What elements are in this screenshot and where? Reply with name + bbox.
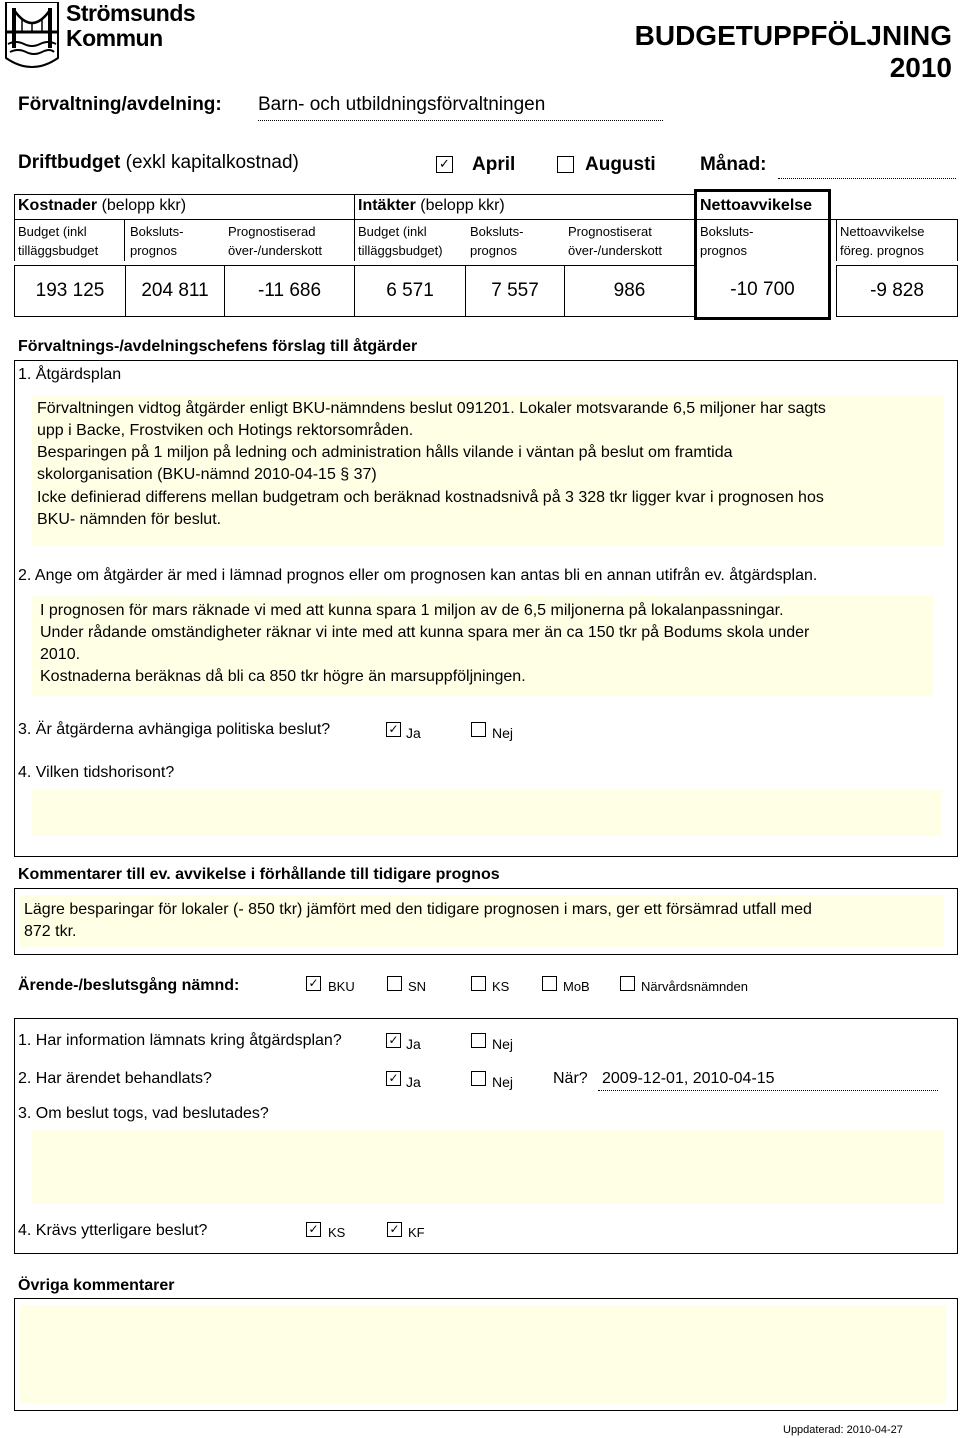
kommentarer-line-2: 872 tkr.: [24, 923, 77, 940]
arende-q2-label: 2. Har ärendet behandlats?: [18, 1070, 212, 1087]
checkbox-arende-q4-kf[interactable]: ✓: [387, 1222, 402, 1237]
checkbox-arende-q4-ks[interactable]: ✓: [306, 1222, 321, 1237]
intakter-heading: Intäkter (belopp kkr): [358, 197, 505, 214]
nettoavvikelse-heading: Nettoavvikelse: [700, 197, 813, 214]
period-augusti-label: Augusti: [585, 154, 656, 175]
arende-nar-field[interactable]: 2009-12-01, 2010-04-15: [598, 1070, 938, 1091]
q1-line-6: BKU- nämnden för beslut.: [37, 511, 222, 528]
arende-q4-kf-label: KF: [408, 1225, 425, 1240]
logo-text-2: Kommun: [66, 25, 163, 51]
arende-q2-ja-label: Ja: [406, 1074, 421, 1090]
option-sn-label: SN: [408, 979, 427, 994]
kommentarer-heading: Kommentarer till ev. avvikelse i förhållande till tidigare prognos: [18, 866, 500, 883]
driftbudget-label: Driftbudget: [18, 152, 121, 173]
forslag-heading: Förvaltnings-/avdelningschefens förslag till åtgärder: [18, 338, 418, 355]
arende-q4-label: 4. Krävs ytterligare beslut?: [18, 1222, 208, 1239]
col-header-5: Boksluts- prognos: [470, 224, 524, 258]
option-mob-label: MoB: [563, 979, 590, 994]
ovriga-heading: Övriga kommentarer: [18, 1277, 175, 1294]
checkbox-ks[interactable]: [471, 976, 486, 991]
logo-bridge-icon: [4, 2, 60, 76]
col-header-3: Prognostiserad över-/underskott: [228, 224, 322, 258]
value-budget-intakter[interactable]: 6 571: [354, 265, 466, 317]
option-ks-label: KS: [492, 979, 510, 994]
logo: [4, 2, 60, 76]
period-april-label: April: [472, 154, 516, 175]
q1-line-5: Icke definierad differens mellan budgetram och beräknad kostnadsnivå på 3 328 tkr ligger kvar i prognosen hos: [37, 489, 824, 506]
q1-line-2: upp i Backe, Frostviken och Hotings rektorsområden.: [37, 422, 414, 439]
kommentarer-line-1: Lägre besparingar för lokaler (- 850 tkr) jämfört med den tidigare prognosen i mars, ger ett försämrad utfall med: [24, 901, 812, 918]
ovriga-field[interactable]: [20, 1305, 946, 1403]
checkbox-april[interactable]: ✓: [436, 156, 453, 173]
arende-q1-ja-label: Ja: [406, 1036, 421, 1052]
value-over-under-intakter[interactable]: 986: [564, 265, 695, 317]
arende-q4-ks-label: KS: [328, 1225, 346, 1240]
updated-stamp: Uppdaterad: 2010-04-27: [783, 1424, 903, 1436]
month-field[interactable]: [778, 160, 956, 179]
option-bku-label: BKU: [328, 979, 355, 994]
q1-line-4: skolorganisation (BKU-nämnd 2010-04-15 § 37): [37, 466, 377, 483]
checkbox-narvardsnamnden[interactable]: [620, 976, 635, 991]
q1-label: 1. Åtgärdsplan: [18, 366, 122, 383]
q3-nej-label: Nej: [492, 725, 514, 741]
col-header-1: Budget (inkl tilläggsbudget: [18, 224, 99, 258]
col-header-8: Nettoavvikelse föreg. prognos: [840, 224, 925, 258]
value-prognos-intakter[interactable]: 7 557: [465, 265, 565, 317]
forvaltning-label: Förvaltning/avdelning:: [18, 94, 222, 115]
value-nettoavvikelse-foreg[interactable]: -9 828: [836, 265, 958, 317]
q2-line-2: Under rådande omständigheter räknar vi inte med att kunna spara mer än ca 150 tkr på Bodums skola under: [40, 624, 810, 641]
q2-line-3: 2010.: [40, 646, 81, 663]
document-year: 2010: [889, 52, 952, 83]
checkbox-q3-ja[interactable]: ✓: [386, 722, 401, 737]
arende-q3-label: 3. Om beslut togs, vad beslutades?: [18, 1105, 269, 1122]
arende-heading: Ärende-/beslutsgång nämnd:: [18, 977, 240, 994]
q2-line-4: Kostnaderna beräknas då bli ca 850 tkr högre än marsuppföljningen.: [40, 668, 526, 685]
value-nettoavvikelse[interactable]: -10 700: [730, 279, 795, 300]
q3-label: 3. Är åtgärderna avhängiga politiska beslut?: [18, 721, 331, 738]
option-narvardsnamnden-label: Närvårdsnämnden: [641, 979, 748, 994]
kostnader-heading: Kostnader (belopp kkr): [18, 197, 187, 214]
q3-ja-label: Ja: [406, 725, 421, 741]
checkbox-arende-q2-ja[interactable]: ✓: [386, 1071, 401, 1086]
arende-q2-nej-label: Nej: [492, 1074, 514, 1090]
checkbox-augusti[interactable]: [557, 156, 574, 173]
value-over-under-kostnader[interactable]: -11 686: [224, 265, 355, 317]
arende-q1-nej-label: Nej: [492, 1036, 514, 1052]
checkbox-arende-q2-nej[interactable]: [471, 1071, 486, 1086]
driftbudget-sub: (exkl kapitalkostnad): [125, 152, 299, 173]
col-header-2: Boksluts- prognos: [130, 224, 184, 258]
checkbox-bku[interactable]: ✓: [306, 976, 321, 991]
q1-line-3: Besparingen på 1 miljon på ledning och administration hålls vilande i väntan på beslut om framtida: [37, 444, 733, 461]
q1-line-1: Förvaltningen vidtog åtgärder enligt BKU-nämndens beslut 091201. Lokaler motsvarande 6,5 miljoner har sagts: [37, 400, 826, 417]
document-title: BUDGETUPPFÖLJNING: [634, 20, 952, 51]
logo-text-1: Strömsunds: [66, 0, 196, 26]
value-budget-kostnader[interactable]: 193 125: [14, 265, 126, 317]
arende-nar-label: När?: [553, 1070, 588, 1087]
checkbox-mob[interactable]: [542, 976, 557, 991]
q2-label: 2. Ange om åtgärder är med i lämnad prognos eller om prognosen kan antas bli en annan utifrån ev. åtgärdsplan.: [18, 567, 818, 584]
col-header-6: Prognostiserat över-/underskott: [568, 224, 662, 258]
arende-q1-label: 1. Har information lämnats kring åtgärdsplan?: [18, 1032, 342, 1049]
arende-q3-field[interactable]: [32, 1130, 944, 1204]
q4-label: 4. Vilken tidshorisont?: [18, 764, 175, 781]
driftbudget-title: [18, 152, 299, 174]
checkbox-q3-nej[interactable]: [471, 722, 486, 737]
checkbox-arende-q1-nej[interactable]: [471, 1033, 486, 1048]
value-prognos-kostnader[interactable]: 204 811: [125, 265, 225, 317]
checkbox-arende-q1-ja[interactable]: ✓: [386, 1033, 401, 1048]
q2-line-1: I prognosen för mars räknade vi med att kunna spara 1 miljon av de 6,5 miljonerna på lokalanpassningar.: [40, 602, 784, 619]
checkbox-sn[interactable]: [387, 976, 402, 991]
col-header-4: Budget (inkl tilläggsbudget): [358, 224, 443, 258]
forvaltning-field[interactable]: Barn- och utbildningsförvaltningen: [258, 94, 663, 121]
col-header-7: Boksluts- prognos: [700, 224, 754, 258]
month-label: Månad:: [700, 154, 767, 175]
q4-answer-field[interactable]: [32, 790, 942, 836]
